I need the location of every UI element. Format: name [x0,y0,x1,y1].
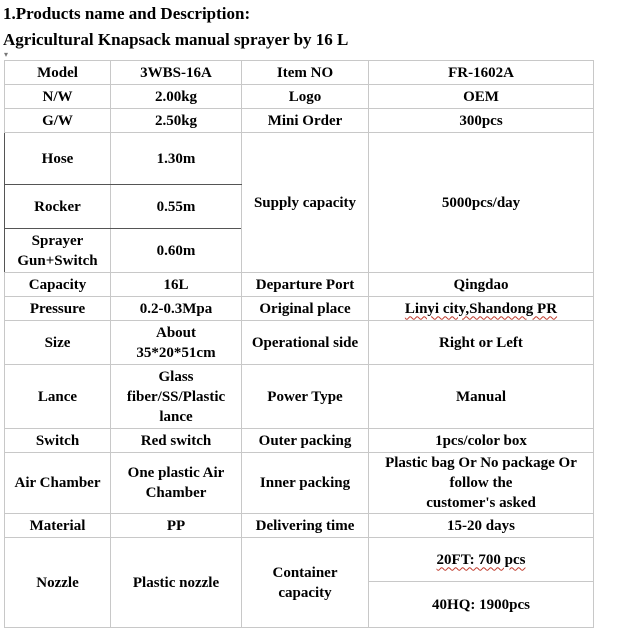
capacity-label: Capacity [5,273,111,297]
lance-label: Lance [5,365,111,429]
model-label: Model [5,61,111,85]
pressure-label: Pressure [5,297,111,321]
product-title: Agricultural Knapsack manual sprayer by 16 L [3,30,349,49]
mini-order-label: Mini Order [242,109,369,133]
outer-packing-label: Outer packing [242,429,369,453]
hose-label: Hose [5,133,111,185]
departure-port-value: Qingdao [369,273,594,297]
sprayer-label-line1: Sprayer [31,232,84,249]
delivering-time-label: Delivering time [242,514,369,538]
departure-port-label: Departure Port [242,273,369,297]
original-place-label: Original place [242,297,369,321]
nozzle-value: Plastic nozzle [111,538,242,628]
table-row [5,109,594,133]
hose-value: 1.30m [111,133,242,185]
section-title: 1.Products name and Description: [3,4,251,23]
nozzle-label: Nozzle [5,538,111,628]
table-row [5,538,594,582]
size-value-line2: 35*20*51cm [136,344,216,361]
switch-label: Switch [5,429,111,453]
supply-capacity-value: 5000pcs/day [369,133,594,273]
air-chamber-label: Air Chamber [5,453,111,514]
inner-packing-value [369,453,594,514]
air-chamber-value-line2: Chamber [145,485,207,501]
size-value [111,321,242,365]
product-spec-table [4,60,594,628]
sprayer-label-line2: Gun+Switch [17,252,98,269]
operational-side-value: Right or Left [369,321,594,365]
outer-packing-value: 1pcs/color box [369,429,594,453]
sprayer-gun-switch-label [5,229,111,273]
logo-value: OEM [369,85,594,109]
table-row [5,365,594,429]
container-capacity-label [242,538,369,628]
gw-label: G/W [5,109,111,133]
original-place-value [369,297,594,321]
size-value-line1: About [155,324,196,341]
lance-value-line2: fiber/SS/Plastic [126,388,226,405]
anchor-marker: ▾ [4,50,9,59]
nw-label: N/W [5,85,111,109]
table-row [5,453,594,514]
container-20ft-text: 20FT: 700 pcs [436,551,526,568]
size-label: Size [5,321,111,365]
model-value: 3WBS-16A [111,61,242,85]
container-label-line1: Container [272,564,338,581]
table-row [5,297,594,321]
sprayer-value: 0.60m [111,229,242,273]
operational-side-label: Operational side [242,321,369,365]
table-row [5,85,594,109]
air-chamber-value [111,453,242,514]
delivering-time-value: 15-20 days [369,514,594,538]
table-row [5,429,594,453]
item-no-label: Item NO [242,61,369,85]
table-row [5,61,594,85]
container-label-line2: capacity [278,584,332,601]
original-place-text: Linyi city,Shandong PR [404,300,558,317]
table-row [5,133,594,185]
rocker-label: Rocker [5,185,111,229]
air-chamber-value-line1: One plastic Air [127,465,225,481]
item-no-value: FR-1602A [369,61,594,85]
lance-value [111,365,242,429]
container-20ft-value [369,538,594,582]
inner-packing-value-line2: customer's asked [426,495,536,511]
switch-value: Red switch [111,429,242,453]
material-label: Material [5,514,111,538]
mini-order-value: 300pcs [369,109,594,133]
table-row [5,321,594,365]
nw-value: 2.00kg [111,85,242,109]
power-type-label: Power Type [242,365,369,429]
inner-packing-label: Inner packing [242,453,369,514]
inner-packing-value-line1: Plastic bag Or No package Or follow the [385,455,577,491]
container-40hq-value: 40HQ: 1900pcs [369,582,594,628]
logo-label: Logo [242,85,369,109]
lance-value-line1: Glass [158,368,194,385]
supply-capacity-label: Supply capacity [242,133,369,273]
gw-value: 2.50kg [111,109,242,133]
pressure-value: 0.2-0.3Mpa [111,297,242,321]
material-value: PP [111,514,242,538]
table-row [5,514,594,538]
capacity-value: 16L [111,273,242,297]
power-type-value: Manual [369,365,594,429]
table-row [5,273,594,297]
lance-value-line3: lance [159,408,193,425]
rocker-value: 0.55m [111,185,242,229]
